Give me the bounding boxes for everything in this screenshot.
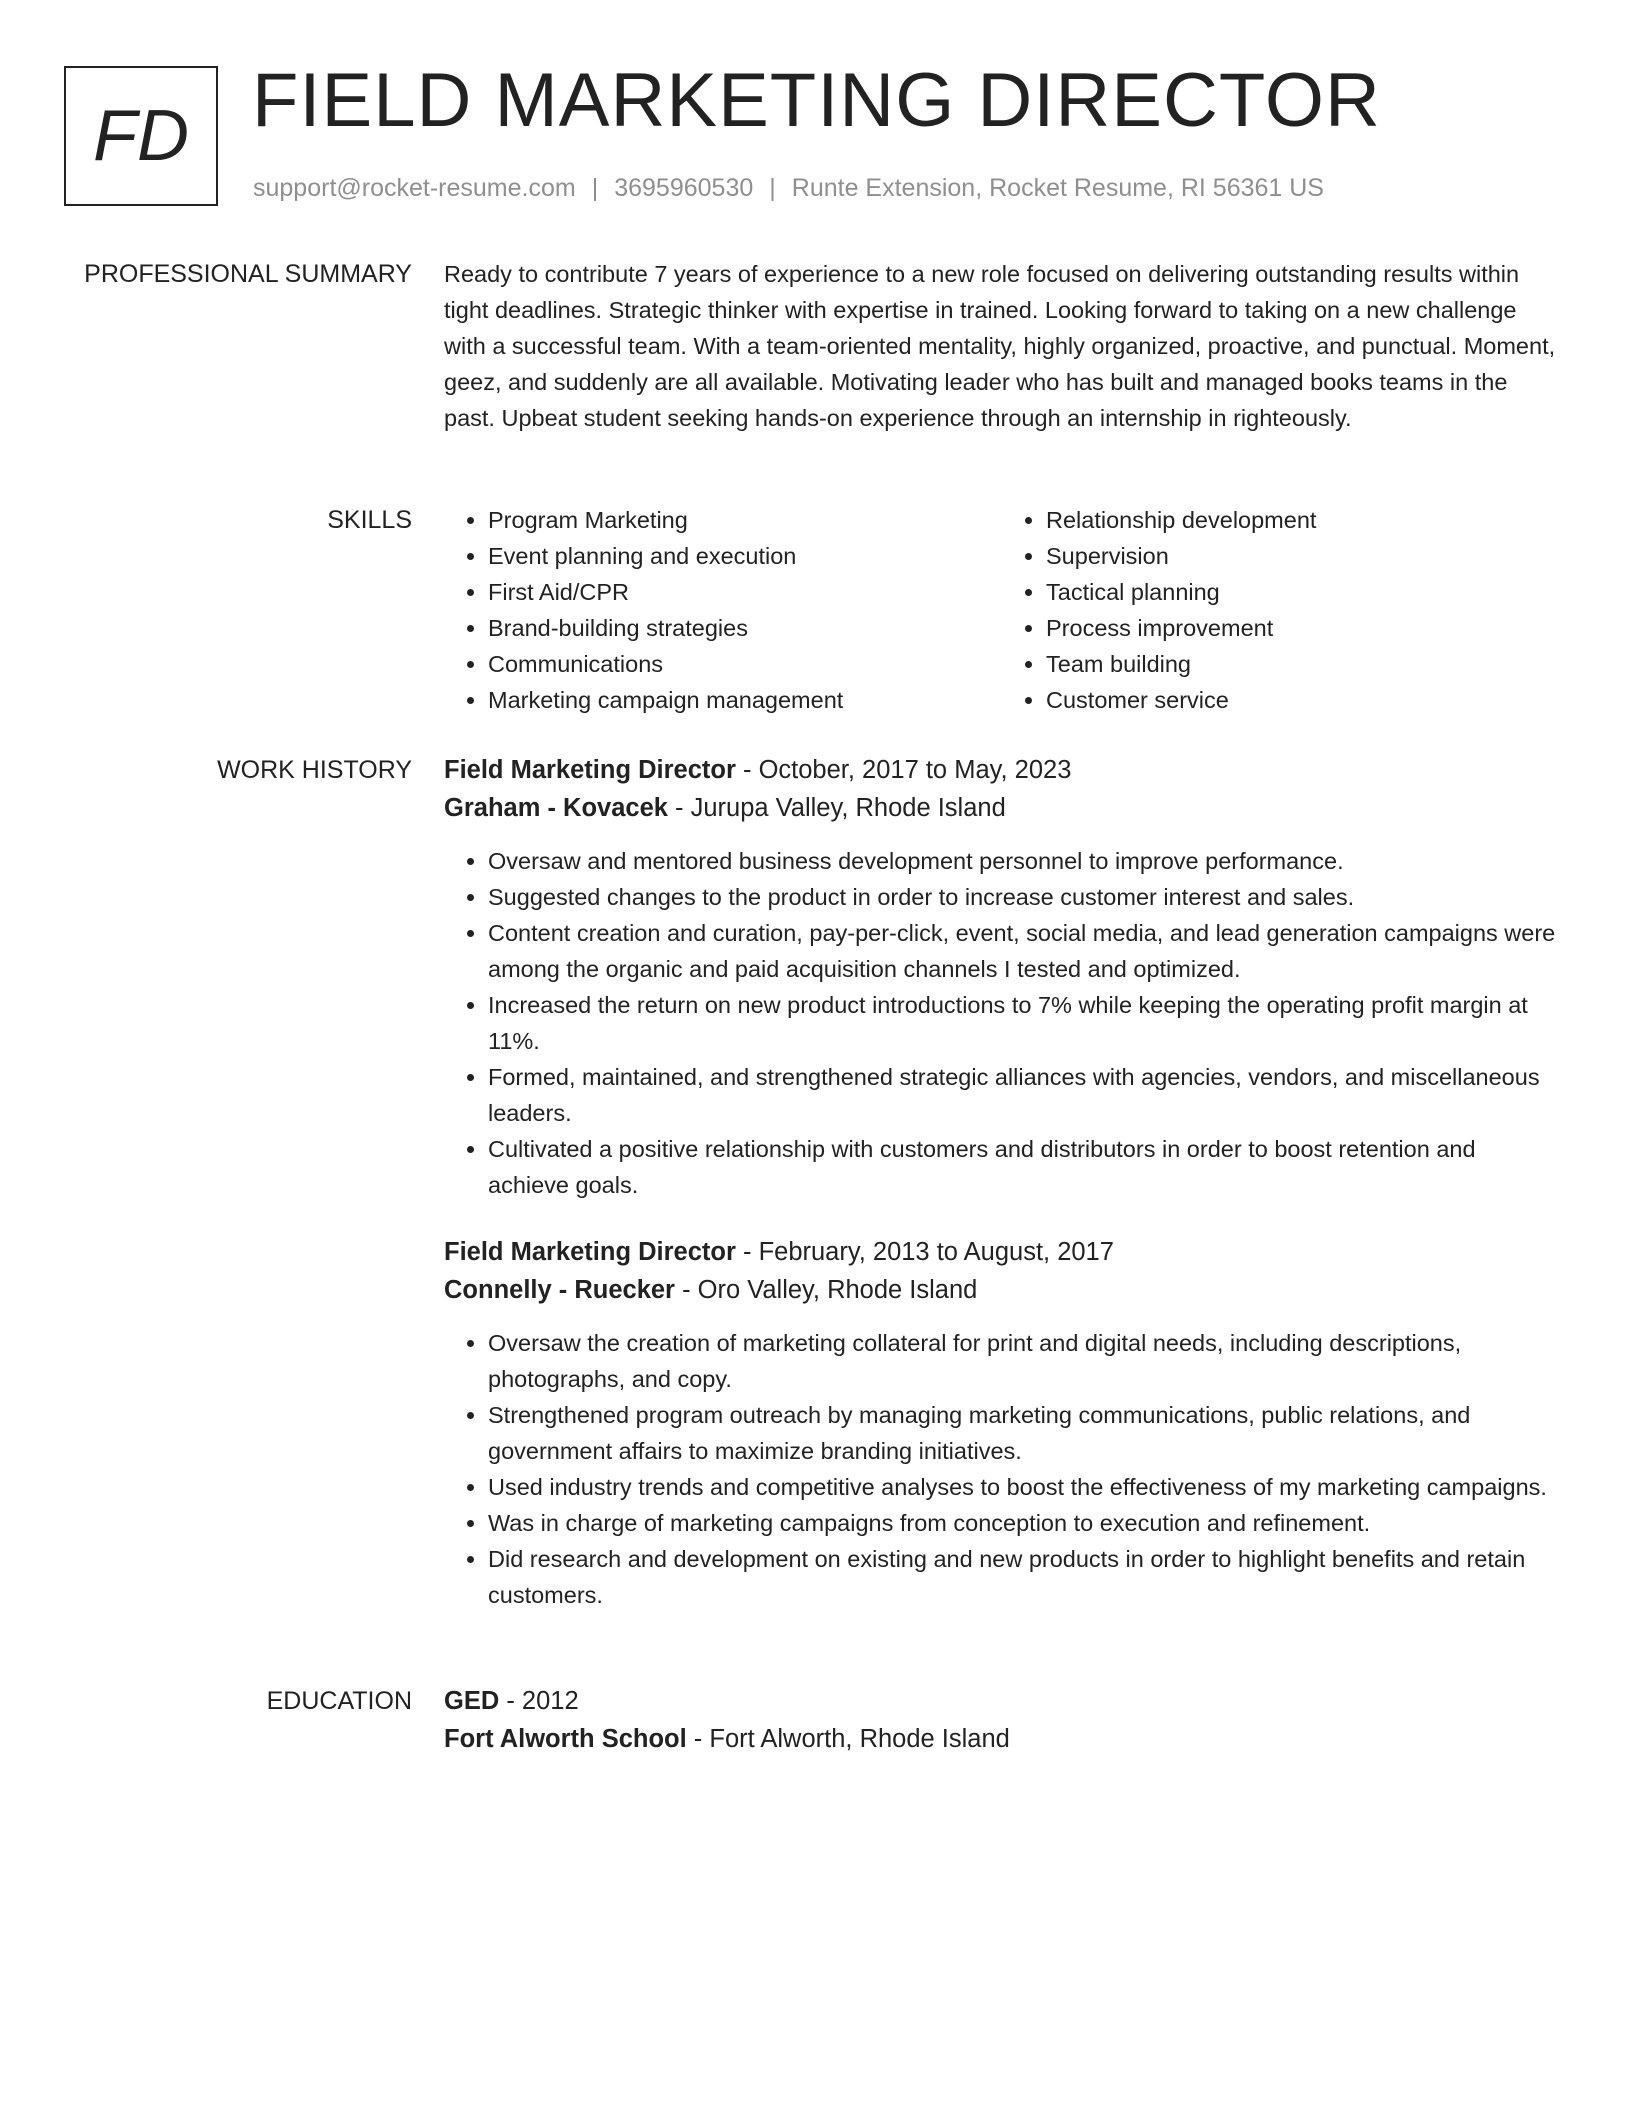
job-title: Field Marketing Director [444,756,736,784]
skill-item: • Brand-building strategies [488,610,1002,646]
job-bullet: • Suggested changes to the product in order to increase customer interest and sales. [488,879,1560,915]
section-label-education: EDUCATION [266,1687,412,1715]
skill-item: • Communications [488,646,1002,682]
job-bullet: • Content creation and curation, pay-per-click, event, social media, and lead generation campaigns were among the organic and paid acquisition channels I tested and optimized. [488,915,1560,987]
job-dates: - February, 2013 to August, 2017 [735,1238,1114,1266]
job-company-line [444,1272,1560,1310]
job-company-line [444,790,1560,828]
job-bullets [444,1325,1560,1613]
section-label-skills: SKILLS [327,506,412,534]
summary-text: Ready to contribute 7 years of experience to a new role focused on delivering outstanding results within tight deadlines. Strategic thinker with expertise in trained. Looking forward to taking on a new challenge with a successful team. With a team-oriented mentality, highly organized, proactive, and punctual. Moment, geez, and suddenly are all available. Motivating leader who has built and managed books teams in the past. Upbeat student seeking hands-on experience through an internship in righteously. [444,261,1556,431]
skill-item: • Customer service [1046,682,1560,718]
monogram-initials: FD [64,66,218,206]
job-location: - Oro Valley, Rhode Island [674,1275,978,1304]
skill-item: • Tactical planning [1046,574,1560,610]
resume-title: FIELD MARKETING DIRECTOR [252,58,1381,143]
job-bullet: • Was in charge of marketing campaigns from conception to execution and refinement. [488,1505,1560,1541]
job-bullet: • Strengthened program outreach by managing marketing communications, public relations, and government affairs to maximize branding initiatives. [488,1397,1560,1469]
section-label-work-history: WORK HISTORY [217,756,412,784]
skill-item: • Program Marketing [488,502,1002,538]
job-company: Graham - Kovacek [444,793,668,822]
job-title: Field Marketing Director [444,1238,736,1266]
education-body [444,1683,1560,1758]
education-degree-line [444,1683,1560,1721]
skill-item: • First Aid/CPR [488,574,1002,610]
job-bullet: • Cultivated a positive relationship with customers and distributors in order to boost retention and achieve goals. [488,1131,1560,1203]
job-bullets [444,843,1560,1203]
education-degree: GED [444,1687,500,1715]
job-entry [444,752,1560,1203]
work-history-body [444,1234,1560,1613]
job-title-line [444,752,1560,790]
job-bullet: • Increased the return on new product introductions to 7% while keeping the operating profit margin at 11%. [488,987,1560,1059]
skill-item: • Process improvement [1046,610,1560,646]
job-bullet: • Did research and development on existing and new products in order to highlight benefits and retain customers. [488,1541,1560,1613]
job-bullet: • Formed, maintained, and strengthened strategic alliances with agencies, vendors, and miscellaneous leaders. [488,1059,1560,1131]
job-location: - Jurupa Valley, Rhode Island [667,793,1006,822]
education-location: - Fort Alworth, Rhode Island [686,1724,1010,1753]
job-bullet: • Oversaw the creation of marketing collateral for print and digital needs, including descriptions, photographs, and copy. [488,1325,1560,1397]
job-company: Connelly - Ruecker [444,1275,675,1304]
skills-columns [444,502,1560,718]
contact-separator: | [591,174,599,202]
contact-email: support@rocket-resume.com [253,174,576,202]
skill-item: • Marketing campaign management [488,682,1002,718]
skill-item: • Event planning and execution [488,538,1002,574]
job-bullet: • Used industry trends and competitive analyses to boost the effectiveness of my marketing campaigns. [488,1469,1560,1505]
contact-separator: | [769,174,776,202]
job-bullet: • Oversaw and mentored business development personnel to improve performance. [488,843,1560,879]
job-title-line [444,1234,1560,1272]
contact-line [253,174,1324,203]
skill-item: • Supervision [1046,538,1560,574]
skills-list-left [444,502,1002,718]
education-school: Fort Alworth School [444,1724,687,1753]
contact-address: Runte Extension, Rocket Resume, RI 56361 US [791,174,1324,202]
work-history-body [444,752,1560,1203]
job-entry [444,1234,1560,1613]
job-dates: - October, 2017 to May, 2023 [735,756,1072,784]
education-school-line [444,1721,1560,1759]
section-label-summary: PROFESSIONAL SUMMARY [84,260,412,288]
skills-list-right [1002,502,1560,718]
skill-item: • Relationship development [1046,502,1560,538]
skill-item: • Team building [1046,646,1560,682]
education-year: - 2012 [499,1687,579,1715]
contact-phone: 3695960530 [614,174,754,202]
